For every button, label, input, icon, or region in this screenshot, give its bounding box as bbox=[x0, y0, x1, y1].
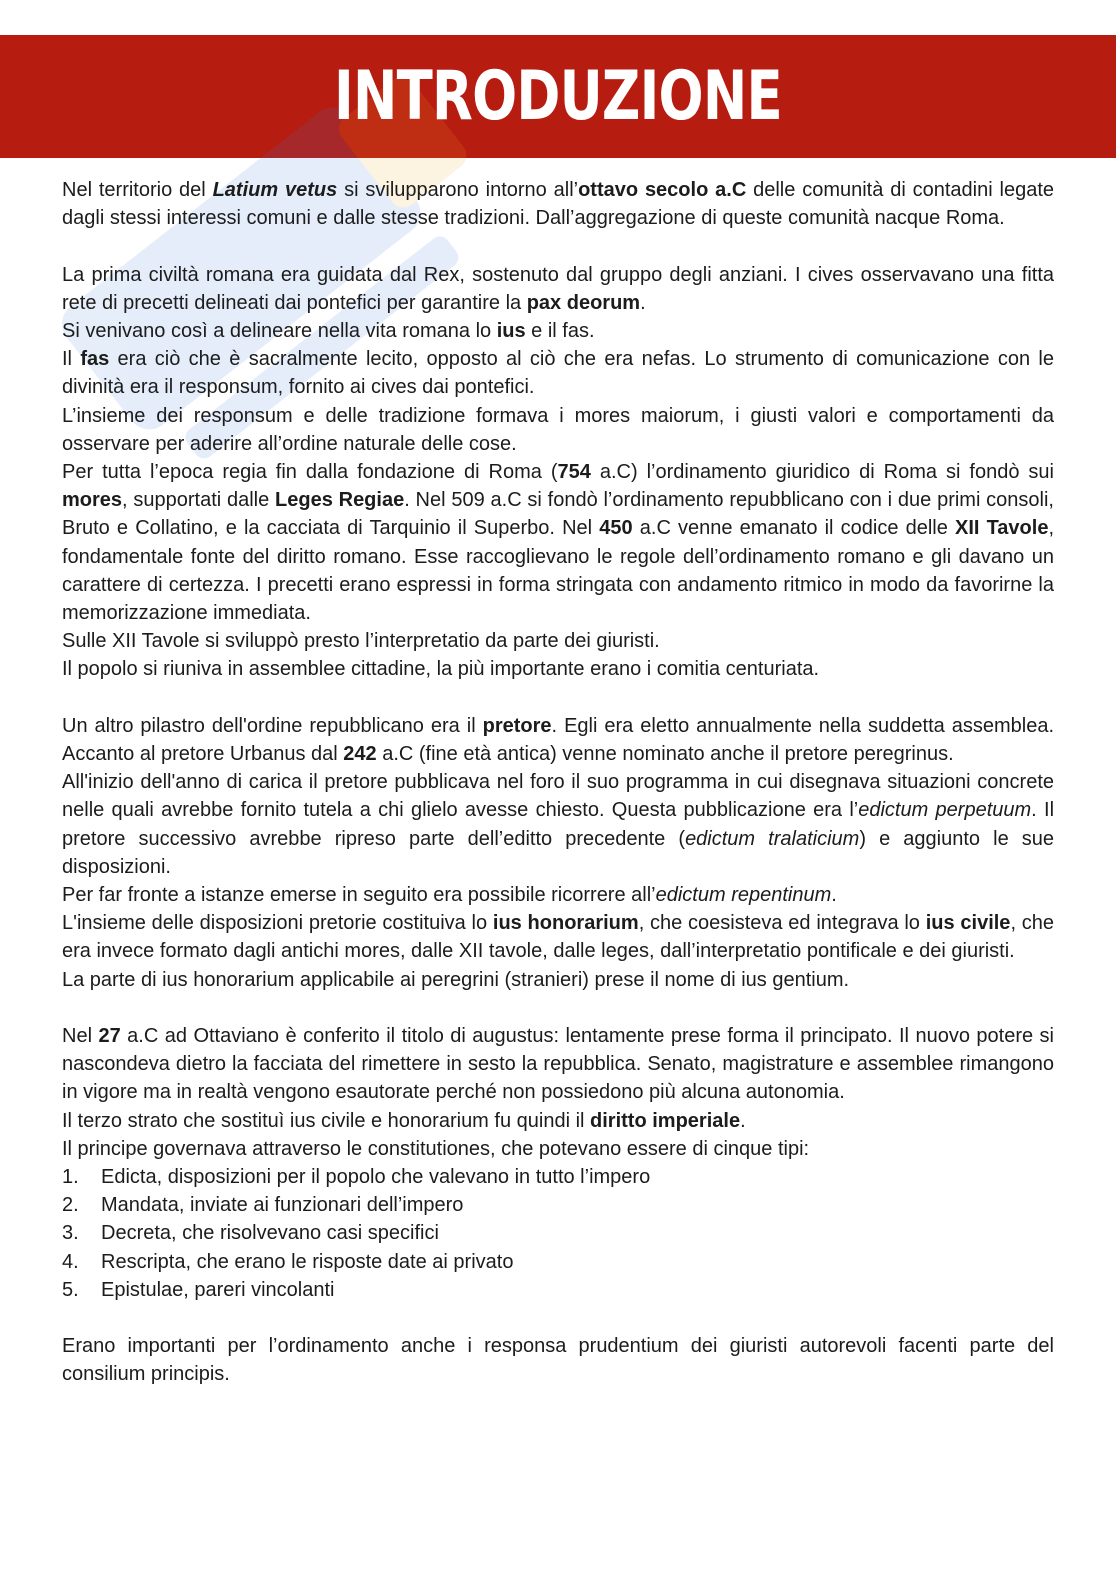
paragraph-constitutiones: Il principe governava attraverso le constitutiones, che potevano essere di cinque tipi: bbox=[62, 1137, 810, 1160]
paragraph-ius-honorarium: L'insieme delle disposizioni pretorie costituiva lo ius honorarium, che coesisteva ed integrava lo ius civile, che era invece formato dagli antichi mores, dalle XII tavole, dalle leges, dall’interpretatio pontificale e dei giuristi. bbox=[62, 912, 1055, 963]
paragraph-fas: Il fas era ciò che è sacralmente lecito, opposto al ciò che era nefas. Lo strumento di comunicazione con le divinità era il responsum, fornito ai cives dai pontefici. bbox=[62, 348, 1054, 399]
term-xii-tavole: XII Tavole bbox=[954, 517, 1049, 540]
term-ottavo-secolo: ottavo secolo a.C bbox=[578, 179, 747, 201]
paragraph-responsa-prudentium: Erano importanti per l’ordinamento anche i responsa prudentium dei giuristi autorevoli facenti parte del consilium principis. bbox=[62, 1335, 1054, 1386]
page-title: INTRODUZIONE bbox=[334, 57, 782, 136]
paragraph-interpretatio: Sulle XII Tavole si sviluppò presto l’interpretatio da parte dei giuristi. bbox=[62, 630, 660, 653]
paragraph-edictum-repentinum: Per far fronte a istanze emerse in seguito era possibile ricorrere all’edictum repentinum. bbox=[62, 884, 837, 907]
term-edictum-perpetuum: edictum perpetuum bbox=[858, 799, 1032, 822]
paragraph-epoca-regia: Per tutta l’epoca regia fin dalla fondazione di Roma (754 a.C) l’ordinamento giuridico di Roma si fondò sui mores, supportati dalle Leges Regiae. Nel 509 a.C si fondò l’ordinamento repubblicano con i due primi consoli, Bruto e Collatino, e la cacciata di Tarquinio il Superbo. Nel 450 a.C venne emanato il codice delle XII Tavole, fondamentale fonte del diritto romano. Esse raccoglievano le regole dell’ordinamento romano e gli davano un carattere di certezza. I precetti erano espressi in forma stringata con andamento ritmico in modo da favorirne la memorizzazione immediata. bbox=[62, 461, 1055, 625]
term-27: 27 bbox=[98, 1025, 121, 1048]
list-item: 4. Rescripta, che erano le risposte date ai privato bbox=[62, 1250, 514, 1273]
term-242: 242 bbox=[343, 743, 377, 766]
list-item: 1. Edicta, disposizioni per il popolo che valevano in tutto l’impero bbox=[62, 1166, 651, 1189]
term-edictum-tralaticium: edictum tralaticium bbox=[685, 827, 860, 850]
paragraph-diritto-imperiale: Il terzo strato che sostituì ius civile e honorarium fu quindi il diritto imperiale. bbox=[62, 1109, 746, 1132]
term-pretore: pretore bbox=[482, 714, 552, 737]
paragraph-ius-fas: Si venivano così a delineare nella vita romana lo ius e il fas. bbox=[62, 320, 595, 342]
term-ius-civile: ius civile bbox=[925, 912, 1011, 935]
paragraph-ius-gentium: La parte di ius honorarium applicabile ai peregrini (stranieri) prese il nome di ius gentium. bbox=[62, 968, 850, 991]
paragraph-principato: Nel 27 a.C ad Ottaviano è conferito il titolo di augustus: lentamente prese forma il principato. Il nuovo potere si nascondeva dietro la facciata del rimettere in sesto la repubblica. Senato, magistrature e assemblee rimangono in vigore ma in realtà vengono esautorate perché non possiedono più alcuna autonomia. bbox=[62, 1025, 1054, 1104]
term-edictum-repentinum: edictum repentinum bbox=[655, 884, 832, 907]
term-leges-regiae: Leges Regiae bbox=[275, 489, 405, 512]
term-ius: ius bbox=[496, 320, 526, 342]
list-item: 3. Decreta, che risolvevano casi specifici bbox=[62, 1222, 439, 1245]
term-latium-vetus: Latium vetus bbox=[212, 179, 338, 201]
constitutiones-list bbox=[62, 1163, 1054, 1304]
paragraph-comitia: Il popolo si riuniva in assemblee cittadine, la più importante erano i comitia centuriata. bbox=[62, 658, 820, 681]
paragraph-latium: Nel territorio del Latium vetus si svilupparono intorno all’ottavo secolo a.C delle comunità di contadini legate dagli stessi interessi comuni e dalle stesse tradizioni. Dall’aggregazione di queste comunità nacque Roma. bbox=[62, 179, 1055, 230]
paragraph-mores-maiorum: L’insieme dei responsum e delle tradizione formava i mores maiorum, i giusti valori e comportamenti da osservare per aderire all’ordine naturale delle cose. bbox=[62, 404, 1054, 455]
term-pax-deorum: pax deorum bbox=[526, 291, 641, 314]
paragraph-edictum-perpetuum: All'inizio dell'anno di carica il pretore pubblicava nel foro il suo programma in cui disegnava situazioni concrete nelle quali avrebbe fornito tutela a chi glielo avesse chiesto. Questa pubblicazione era l’edictum perpetuum. Il pretore successivo avrebbe ripreso parte dell’editto precedente (edictum tralaticium) e aggiunto le sue disposizioni. bbox=[62, 771, 1055, 878]
document-body bbox=[62, 176, 1054, 1389]
paragraph-rex: La prima civiltà romana era guidata dal Rex, sostenuto dal gruppo degli anziani. I cives osservavano una fitta rete di precetti delineati dai pontefici per garantire la pax deorum. bbox=[62, 263, 1054, 314]
list-item: 5. Epistulae, pareri vincolanti bbox=[62, 1278, 335, 1301]
term-450: 450 bbox=[599, 517, 633, 540]
list-item: 2. Mandata, inviate ai funzionari dell’impero bbox=[62, 1194, 464, 1217]
term-diritto-imperiale: diritto imperiale bbox=[590, 1109, 741, 1132]
term-ius-honorarium: ius honorarium bbox=[492, 912, 639, 935]
term-mores: mores bbox=[62, 489, 123, 512]
paragraph-pretore: Un altro pilastro dell'ordine repubblicano era il pretore. Egli era eletto annualmente nella suddetta assemblea. Accanto al pretore Urbanus dal 242 a.C (fine età antica) venne nominato anche il pretore peregrinus. bbox=[62, 714, 1055, 766]
term-754: 754 bbox=[557, 461, 591, 484]
term-fas: fas bbox=[80, 348, 110, 371]
